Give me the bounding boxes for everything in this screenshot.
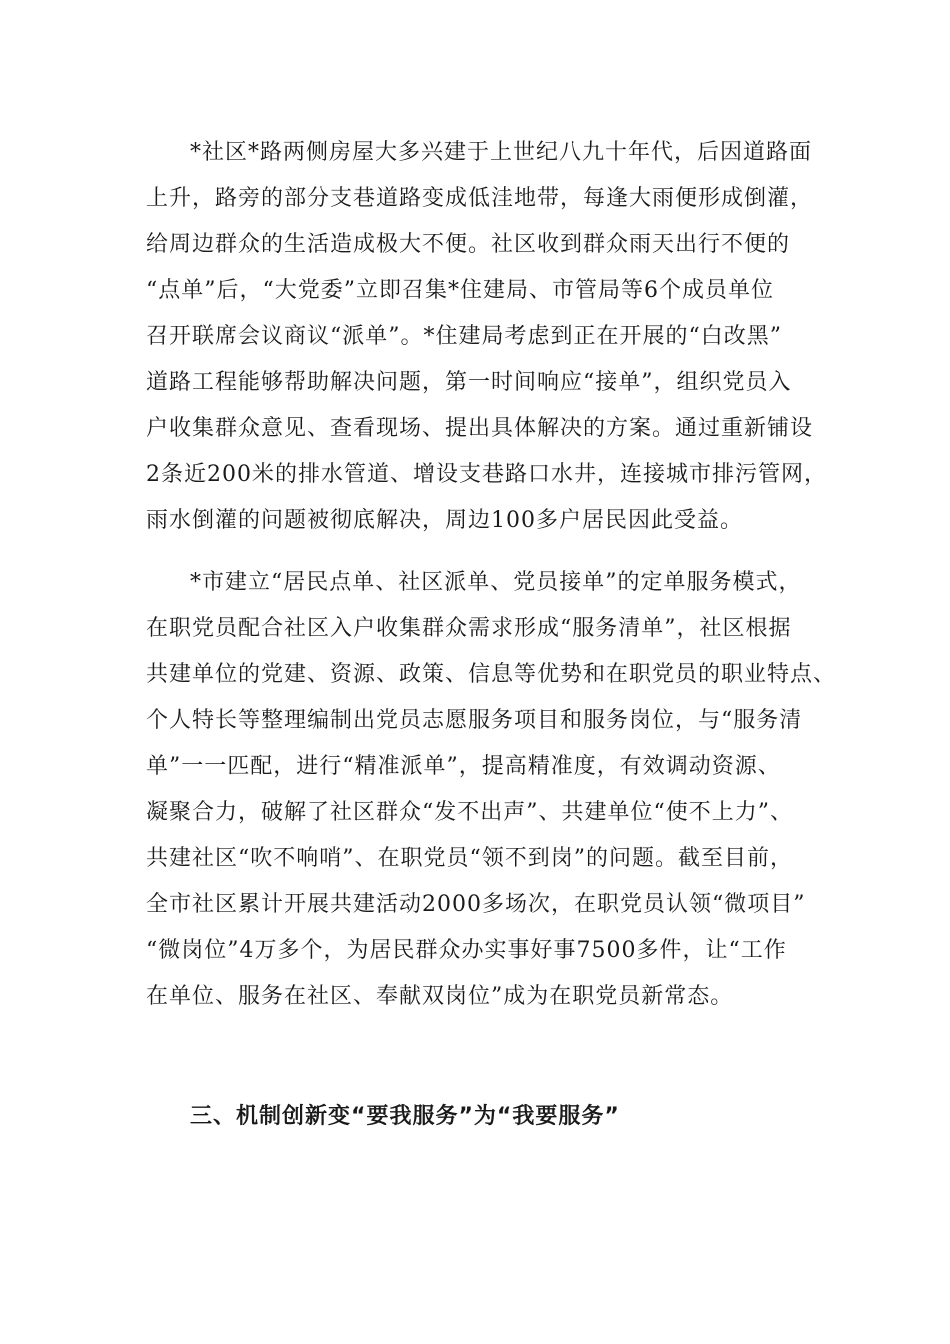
text-line: “微岗位”4万多个，为居民群众办实事好事7500多件，让“工作 — [146, 938, 787, 963]
text-line: 全市社区累计开展共建活动2000多场次，在职党员认领“微项目” — [146, 892, 806, 917]
text-line: 共建单位的党建、资源、政策、信息等优势和在职党员的职业特点、 — [146, 662, 837, 687]
text-line: 凝聚合力，破解了社区群众“发不出声”、共建单位“使不上力”、 — [146, 800, 793, 825]
text-line: 2条近200米的排水管道、增设支巷路口水井，连接城市排污管网， — [146, 462, 827, 487]
paragraph-2 — [146, 560, 837, 1020]
text-line: 召开联席会议商议“派单”。*住建局考虑到正在开展的“白改黑” — [146, 324, 782, 349]
text-line: 道路工程能够帮助解决问题，第一时间响应“接单”，组织党员入 — [146, 370, 792, 395]
text-line: 雨水倒灌的问题被彻底解决，周边100多户居民因此受益。 — [146, 508, 743, 533]
text-line: 单”一一匹配，进行“精准派单”，提高精准度，有效调动资源、 — [146, 754, 781, 779]
paragraph-1 — [146, 130, 827, 544]
text-line: 在单位、服务在社区、奉献双岗位”成为在职党员新常态。 — [146, 984, 734, 1009]
text-line: 上升，路旁的部分支巷道路变成低洼地带，每逢大雨便形成倒灌， — [146, 186, 814, 211]
section-heading: 三、机制创新变“要我服务”为“我要服务” — [190, 1104, 620, 1129]
text-line: *市建立“居民点单、社区派单、党员接单”的定单服务模式， — [190, 570, 802, 595]
text-line: 共建社区“吹不响哨”、在职党员“领不到岗”的问题。截至目前， — [146, 846, 793, 871]
text-line: *社区*路两侧房屋大多兴建于上世纪八九十年代，后因道路面 — [190, 140, 813, 165]
text-line: 个人特长等整理编制出党员志愿服务项目和服务岗位，与“服务清 — [146, 708, 803, 733]
text-line: “点单”后，“大党委”立即召集*住建局、市管局等6个成员单位 — [146, 278, 774, 303]
text-line: 给周边群众的生活造成极大不便。社区收到群众雨天出行不便的 — [146, 232, 791, 257]
text-line: 在职党员配合社区入户收集群众需求形成“服务清单”，社区根据 — [146, 616, 792, 641]
text-line: 户收集群众意见、查看现场、提出具体解决的方案。通过重新铺设 — [146, 416, 814, 441]
